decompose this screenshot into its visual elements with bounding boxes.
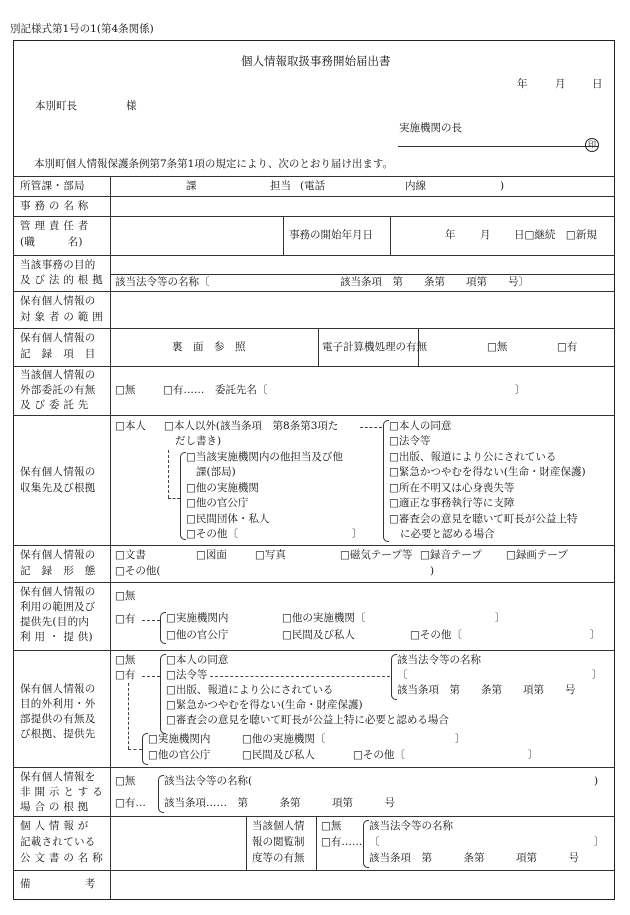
- collection-s2[interactable]: □他の実施機関: [186, 482, 259, 494]
- documents-mid-2: 報の閲覧制: [252, 836, 305, 848]
- collection-s5[interactable]: □その他〔: [186, 528, 238, 540]
- outside-g1[interactable]: □本人の同意: [166, 654, 229, 666]
- collection-r5[interactable]: □所在不明又は心身喪失等: [389, 482, 515, 494]
- purpose-label: 当該事務の目的: [20, 259, 96, 271]
- provision-p3[interactable]: □他の官公庁: [166, 629, 229, 641]
- documents-close: 〕: [594, 836, 605, 848]
- outside-label-3: 部提供の有無及: [20, 713, 96, 725]
- items-ref: 裏 面 参 照: [172, 341, 246, 353]
- dept-close: ): [500, 180, 505, 192]
- provision-label-4: 利 用 ・ 提 供): [20, 631, 93, 643]
- collection-r4[interactable]: □緊急かつやむを得ない(生命・財産保護): [389, 466, 586, 478]
- documents-law: 該当法令等の名称: [369, 820, 453, 832]
- outside-g3[interactable]: □出版、報道により公にされている: [166, 684, 334, 696]
- purpose-article: 該当条項 第 条第 項第 号〕: [340, 276, 529, 288]
- format-o7[interactable]: □その他(: [115, 565, 161, 577]
- computer-yes[interactable]: □有: [557, 341, 578, 353]
- outside-no[interactable]: □無: [115, 654, 136, 666]
- outside-open: 〔: [397, 669, 408, 681]
- nondisclosure-law-close: ): [594, 775, 599, 787]
- documents-label-3: 公 文 書 の 名 称: [20, 852, 103, 864]
- format-o7-close: ): [430, 565, 435, 577]
- row-line: [13, 767, 615, 768]
- collection-r1[interactable]: □本人の同意: [389, 420, 452, 432]
- outside-label-2: 目的外利用・外: [20, 698, 96, 710]
- row-line: [13, 328, 615, 329]
- provision-p4[interactable]: □民間及び私人: [282, 629, 355, 641]
- outside-close: 〕: [592, 669, 603, 681]
- outside-d2-close: 〕: [455, 733, 466, 745]
- outside-article: 該当条項 第 条第 項第 号: [397, 684, 576, 696]
- collection-label: 保有個人情報の: [20, 466, 96, 478]
- addressee-suffix: 様: [126, 100, 137, 112]
- collection-r7b: に必要と認める場合: [400, 528, 495, 540]
- agency-head: 実施機関の長: [399, 122, 462, 134]
- outsource-no[interactable]: □無: [115, 384, 136, 396]
- seal-mark: 印: [585, 138, 599, 152]
- start-month: 月: [480, 229, 491, 241]
- row-line: [13, 176, 615, 177]
- provision-p2[interactable]: □他の実施機関〔: [282, 612, 366, 624]
- provision-yes[interactable]: □有: [115, 613, 136, 625]
- provision-p5-close: 〕: [590, 629, 601, 641]
- form-number: 別記様式第1号の1(第4条関係): [10, 23, 154, 35]
- row-line: [13, 582, 615, 583]
- provision-p5[interactable]: □その他〔: [410, 629, 462, 641]
- nondisclosure-no[interactable]: □無: [115, 775, 136, 787]
- outside-g2[interactable]: □法令等: [166, 669, 208, 681]
- outsource-yes[interactable]: □有…… 委託先名〔: [163, 384, 268, 396]
- outsource-label-2: 外部委託の有無: [20, 384, 96, 396]
- start-date-label: 事務の開始年月日: [289, 229, 373, 241]
- outside-g4[interactable]: □緊急かつやむを得ない(生命・財産保護): [166, 699, 363, 711]
- manager-label-2: (職 名): [20, 236, 83, 248]
- documents-label-2: 記載されている: [20, 836, 96, 848]
- outside-d4[interactable]: □民間及び私人: [242, 749, 315, 761]
- subjects-label: 保有個人情報の: [20, 295, 96, 307]
- format-o6[interactable]: □録画テープ: [506, 549, 568, 561]
- collection-other-2: だし書き): [175, 435, 222, 447]
- collection-s3[interactable]: □他の官公庁: [186, 497, 249, 509]
- outside-d1[interactable]: □実施機関内: [148, 733, 211, 745]
- format-o3[interactable]: □写真: [255, 549, 286, 561]
- document-title: 個人情報取扱事務開始届出書: [241, 54, 391, 68]
- dept-naisen: 内線: [405, 180, 426, 192]
- collection-r7[interactable]: □審査会の意見を聴いて町長が公益上特: [389, 513, 578, 525]
- dept-phone: (電話: [300, 180, 326, 192]
- signature-line: [398, 146, 598, 147]
- outside-d5[interactable]: □その他〔: [353, 749, 405, 761]
- documents-yes[interactable]: □有……: [321, 836, 363, 848]
- leader-dashes: [360, 427, 382, 428]
- format-o2[interactable]: □図面: [196, 549, 227, 561]
- statement: 本別町個人情報保護条例第7条第1項の規定により、次のとおり届け出ます。: [34, 158, 394, 170]
- format-o5[interactable]: □録音テープ: [420, 549, 482, 561]
- items-label: 保有個人情報の: [20, 332, 96, 344]
- collection-dash-h: [168, 498, 180, 499]
- addressee: 本別町長: [35, 100, 77, 112]
- remarks-label: 備 考: [20, 878, 96, 890]
- provision-p1[interactable]: □実施機関内: [166, 612, 229, 624]
- outside-d5-close: 〕: [528, 749, 539, 761]
- documents-open: 〔: [369, 836, 380, 848]
- documents-mid: 当該個人情: [252, 820, 305, 832]
- label-column-divider: [110, 176, 111, 900]
- collection-label-2: 収集先及び根拠: [20, 482, 96, 494]
- documents-mid-3: 度等の有無: [252, 852, 305, 864]
- collection-s1[interactable]: □当該実施機関内の他担当及び他: [186, 451, 343, 463]
- collection-r6[interactable]: □適正な事務執行等に支障: [389, 497, 515, 509]
- computer-no[interactable]: □無: [487, 341, 508, 353]
- outside-label: 保有個人情報の: [20, 683, 96, 695]
- outside-law: 該当法令等の名称: [397, 654, 481, 666]
- row-line: [13, 216, 615, 217]
- row-line: [13, 816, 615, 817]
- row-line: [13, 545, 615, 546]
- provision-label-2: 利用の範囲及び: [20, 601, 96, 613]
- collection-r3[interactable]: □出版、報道により公にされている: [389, 451, 557, 463]
- date-day: 日: [592, 78, 603, 90]
- start-year: 年: [445, 229, 456, 241]
- collection-other[interactable]: □本人以外(該当条項 第8条第3項た: [164, 420, 339, 432]
- row-line: [13, 870, 615, 871]
- nondisclosure-law: 該当法令等の名称(: [164, 775, 253, 787]
- nondisclosure-label: 保有個人情報を: [20, 771, 96, 783]
- provision-no[interactable]: □無: [115, 590, 136, 602]
- row-line: [13, 650, 615, 651]
- subjects-label-2: 対 象 者 の 範 囲: [20, 311, 103, 323]
- dept-label: 所管課・部局: [20, 180, 85, 192]
- outside-dash-v: [128, 683, 129, 749]
- computer-label: 電子計算機処理の有無: [322, 341, 427, 353]
- collection-brace-left: [180, 452, 186, 540]
- provision-p2-close: 〕: [495, 612, 506, 624]
- outsource-label: 当該個人情報の: [20, 369, 96, 381]
- collection-s4[interactable]: □民間団体・私人: [186, 513, 270, 525]
- documents-label: 個 人 情 報 が: [20, 820, 89, 832]
- row-line: [13, 291, 615, 292]
- documents-no[interactable]: □無: [321, 820, 342, 832]
- outside-g5[interactable]: □審査会の意見を聴いて町長が公益上特に必要と認める場合: [166, 714, 449, 726]
- docs-divider: [316, 816, 317, 870]
- leader-dashes: [142, 676, 160, 677]
- collection-r2[interactable]: □法令等: [389, 435, 431, 447]
- dept-ka: 課: [186, 180, 197, 192]
- dept-tanto: 担当: [270, 180, 291, 192]
- collection-s1b: 課(部局): [196, 466, 236, 478]
- row-line: [13, 255, 615, 256]
- purpose-law: 該当法令等の名称〔: [115, 276, 210, 288]
- manager-divider: [283, 216, 284, 255]
- row-line: [13, 415, 615, 416]
- manager-label: 管 理 責 任 者: [20, 220, 89, 232]
- start-day-options: 日□継続 □新規: [514, 229, 597, 241]
- manager-divider: [390, 216, 391, 255]
- name-label: 事 務 の 名 称: [20, 200, 89, 212]
- provision-label: 保有個人情報の: [20, 586, 96, 598]
- row-line: [13, 366, 615, 367]
- outsource-label-3: 及 び 委 託 先: [20, 399, 89, 411]
- format-o1[interactable]: □文書: [115, 549, 146, 561]
- row-subline: [110, 274, 615, 275]
- format-label-2: 記 録 形 態: [20, 565, 96, 577]
- nondisclosure-label-2: 非 開 示 と す る: [20, 786, 103, 798]
- collection-self[interactable]: □本人: [115, 420, 146, 432]
- purpose-label-2: 及 び 法 的 根 拠: [20, 274, 103, 286]
- provision-label-3: 提供先(目的内: [20, 616, 90, 628]
- outside-dash-h: [128, 749, 142, 750]
- date-year: 年: [517, 78, 528, 90]
- format-o4[interactable]: □磁気テープ等: [340, 549, 413, 561]
- outside-d3[interactable]: □他の官公庁: [148, 749, 211, 761]
- items-divider: [318, 328, 319, 366]
- outside-d2[interactable]: □他の実施機関〔: [242, 733, 326, 745]
- nondisclosure-article: 該当条項…… 第 条第 項第 号: [164, 797, 395, 809]
- collection-dash-v: [168, 450, 169, 498]
- leader-dashes: [210, 676, 390, 677]
- row-line: [13, 196, 615, 197]
- outside-yes[interactable]: □有: [115, 669, 136, 681]
- documents-article: 該当条項 第 条第 項第 号: [369, 852, 579, 864]
- leader-dashes: [142, 620, 160, 621]
- docs-divider: [246, 816, 247, 870]
- nondisclosure-label-3: 場 合 の 根 拠: [20, 801, 89, 813]
- format-label: 保有個人情報の: [20, 549, 96, 561]
- date-month: 月: [555, 78, 566, 90]
- outsource-close: 〕: [515, 384, 526, 396]
- outside-label-4: び根拠、提供先: [20, 728, 96, 740]
- collection-s5-close: 〕: [352, 528, 363, 540]
- items-label-2: 記 録 項 目: [20, 348, 96, 360]
- nondisclosure-yes[interactable]: □有…: [115, 797, 146, 809]
